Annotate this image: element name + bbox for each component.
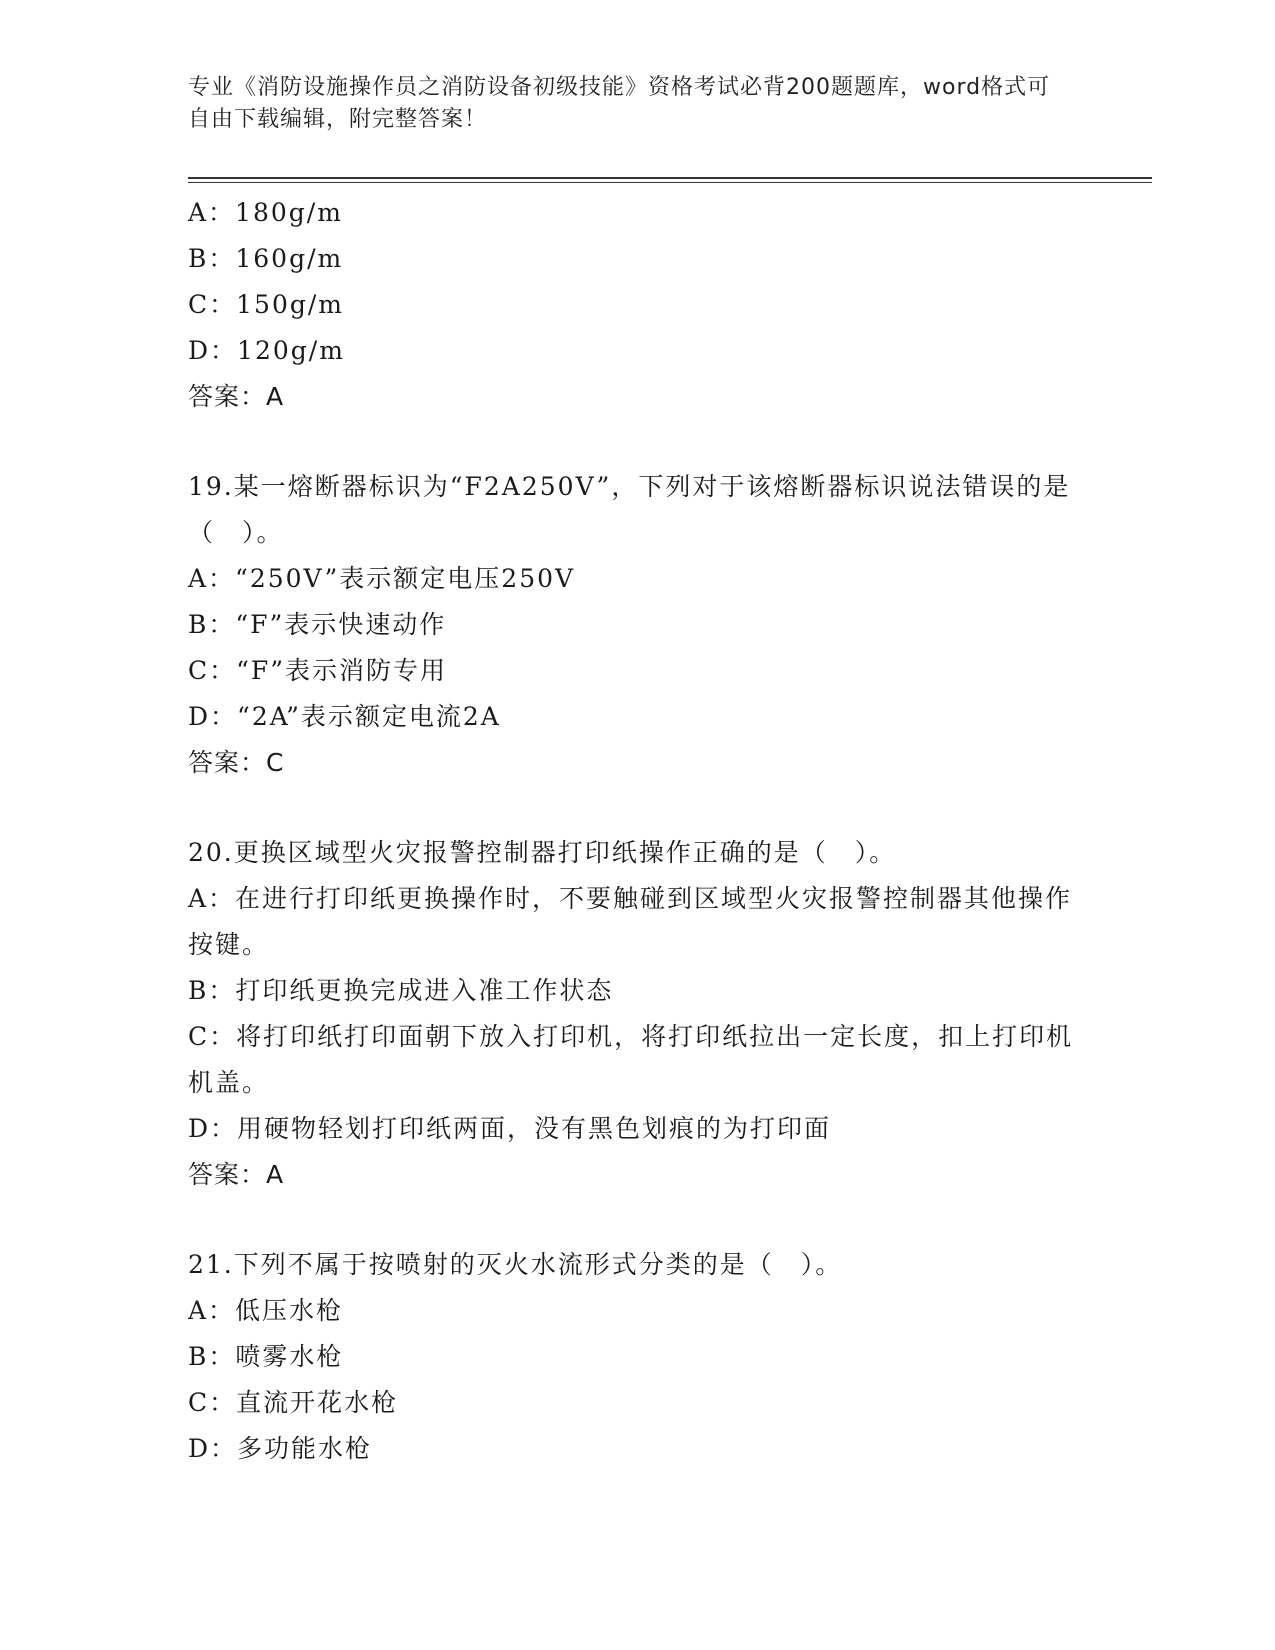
option-c: C：直流开花水枪 (188, 1388, 399, 1417)
question-block-18 (188, 190, 1088, 420)
question-text: 21.下列不属于按喷射的灭火水流形式分类的是（ ）。 (188, 1250, 843, 1279)
header-divider-top (188, 177, 1152, 179)
option-d: D：用硬物轻划打印纸两面，没有黑色划痕的为打印面 (188, 1114, 832, 1143)
question-text: 19.某一熔断器标识为“F2A250V”，下列对于该熔断器标识说法错误的是（ ）。 (188, 472, 1071, 547)
question-block-19 (188, 464, 1088, 786)
option-b: B：“F”表示快速动作 (188, 610, 447, 639)
question-list (188, 190, 1088, 1516)
option-b: B：打印纸更换完成进入准工作状态 (188, 976, 614, 1005)
question-block-20 (188, 830, 1088, 1198)
option-a: A：低压水枪 (188, 1296, 344, 1325)
answer-label: 答案：C (188, 748, 285, 777)
option-a: A：“250V”表示额定电压250V (188, 564, 576, 593)
question-block-21 (188, 1242, 1088, 1472)
option-c: C：“F”表示消防专用 (188, 656, 448, 685)
option-b: B：160g/m (188, 244, 344, 273)
option-a: A：在进行打印纸更换操作时，不要触碰到区域型火灾报警控制器其他操作按键。 (188, 884, 1073, 959)
option-d: D：“2A”表示额定电流2A (188, 702, 501, 731)
option-d: D：120g/m (188, 336, 345, 365)
answer-label: 答案：A (188, 1160, 285, 1189)
question-text: 20.更换区域型火灾报警控制器打印纸操作正确的是（ ）。 (188, 838, 897, 867)
header-divider-bottom (188, 182, 1152, 183)
document-header: 专业《消防设施操作员之消防设备初级技能》资格考试必背200题题库，word格式可自由下载编辑，附完整答案！ (188, 75, 1051, 132)
option-a: A：180g/m (188, 198, 343, 227)
answer-label: 答案：A (188, 382, 285, 411)
option-c: C：将打印纸打印面朝下放入打印机，将打印纸拉出一定长度，扣上打印机机盖。 (188, 1022, 1074, 1097)
option-c: C：150g/m (188, 290, 344, 319)
option-b: B：喷雾水枪 (188, 1342, 344, 1371)
option-d: D：多功能水枪 (188, 1434, 373, 1463)
